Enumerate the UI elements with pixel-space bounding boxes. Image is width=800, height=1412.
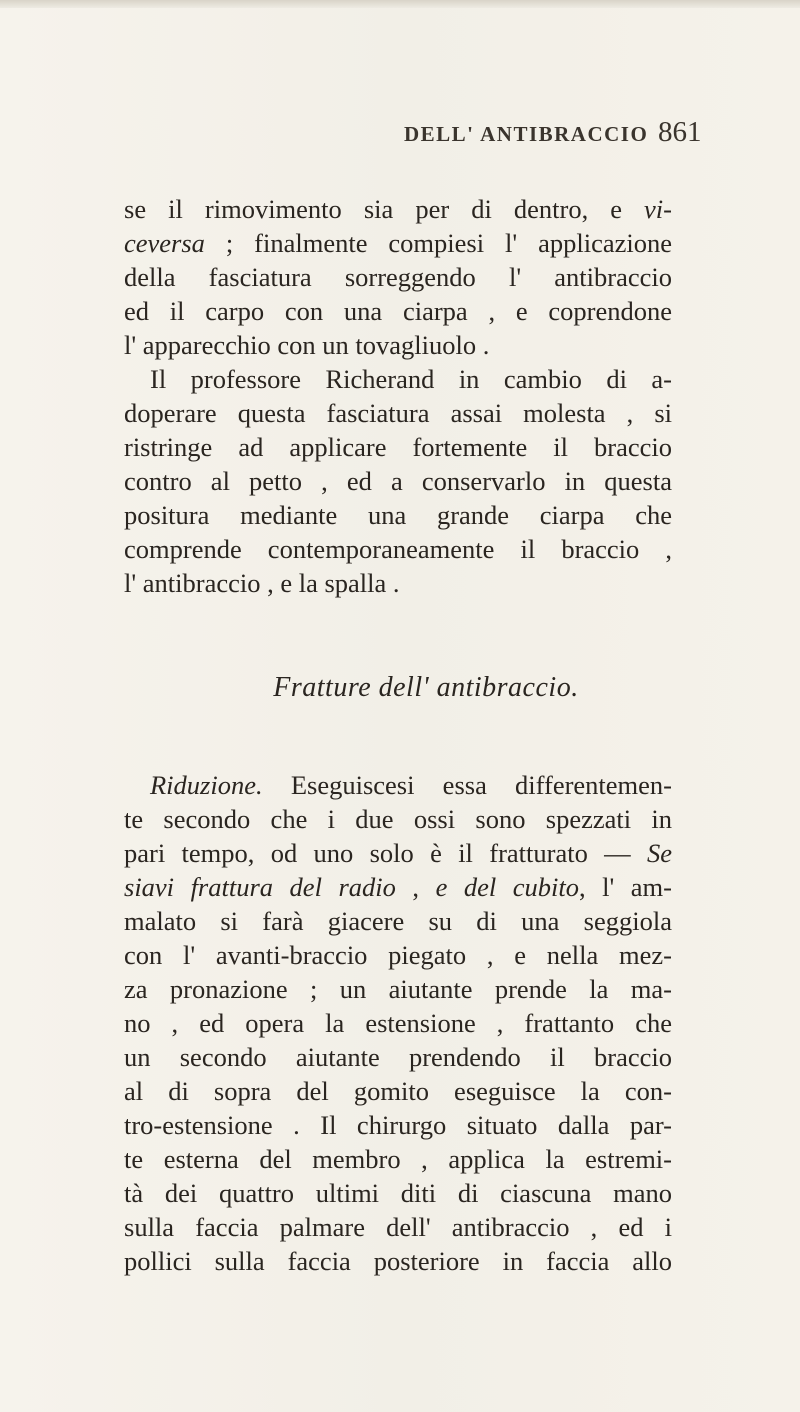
text-line: Riduzione. Eseguiscesi essa differentemen- bbox=[150, 770, 672, 800]
paragraph-2 bbox=[124, 362, 672, 600]
paragraph-3 bbox=[124, 768, 672, 1278]
text-line: positura mediante una grande ciarpa che bbox=[124, 500, 672, 530]
text-line: l' antibraccio , e la spalla . bbox=[124, 568, 400, 598]
text-line: contro al petto , ed a conservarlo in questa bbox=[124, 466, 672, 496]
running-head: DELL' ANTIBRACCIO bbox=[404, 122, 649, 146]
text-line: ed il carpo con una ciarpa , e coprendone bbox=[124, 296, 672, 326]
text-line: un secondo aiutante prendendo il braccio bbox=[124, 1042, 672, 1072]
page-header bbox=[0, 116, 800, 156]
text-line: malato si farà giacere su di una seggiola bbox=[124, 906, 672, 936]
text-line: siavi frattura del radio , e del cubito, l' am- bbox=[124, 872, 672, 902]
text-line: za pronazione ; un aiutante prende la ma- bbox=[124, 974, 672, 1004]
text-line: te secondo che i due ossi sono spezzati in bbox=[124, 804, 672, 834]
text-line: tà dei quattro ultimi diti di ciascuna mano bbox=[124, 1178, 672, 1208]
text-line: ristringe ad applicare fortemente il braccio bbox=[124, 432, 672, 462]
section-heading: Fratture dell' antibraccio. bbox=[273, 672, 579, 703]
text-line: comprende contemporaneamente il braccio , bbox=[124, 534, 672, 564]
text-line: no , ed opera la estensione , frattanto che bbox=[124, 1008, 672, 1038]
text-line: pollici sulla faccia posteriore in faccia allo bbox=[124, 1246, 672, 1276]
text-line: sulla faccia palmare dell' antibraccio , ed i bbox=[124, 1212, 672, 1242]
paragraph-1 bbox=[124, 192, 672, 362]
page-top-edge bbox=[0, 0, 800, 8]
text-line: Il professore Richerand in cambio di a- bbox=[150, 364, 672, 394]
text-line: te esterna del membro , applica la estremi- bbox=[124, 1144, 672, 1174]
text-line: l' apparecchio con un tovagliuolo . bbox=[124, 330, 490, 360]
text-line: pari tempo, od uno solo è il fratturato — Se bbox=[124, 838, 672, 868]
text-line: tro-estensione . Il chirurgo situato dalla par- bbox=[124, 1110, 672, 1140]
text-line: ceversa ; finalmente compiesi l' applicazione bbox=[124, 228, 672, 258]
text-line: al di sopra del gomito eseguisce la con- bbox=[124, 1076, 672, 1106]
text-line: con l' avanti-braccio piegato , e nella mez- bbox=[124, 940, 672, 970]
text-line: della fasciatura sorreggendo l' antibraccio bbox=[124, 262, 672, 292]
page-number: 861 bbox=[658, 116, 702, 148]
text-line: se il rimovimento sia per di dentro, e vi- bbox=[124, 194, 672, 224]
text-line: doperare questa fasciatura assai molesta , si bbox=[124, 398, 672, 428]
